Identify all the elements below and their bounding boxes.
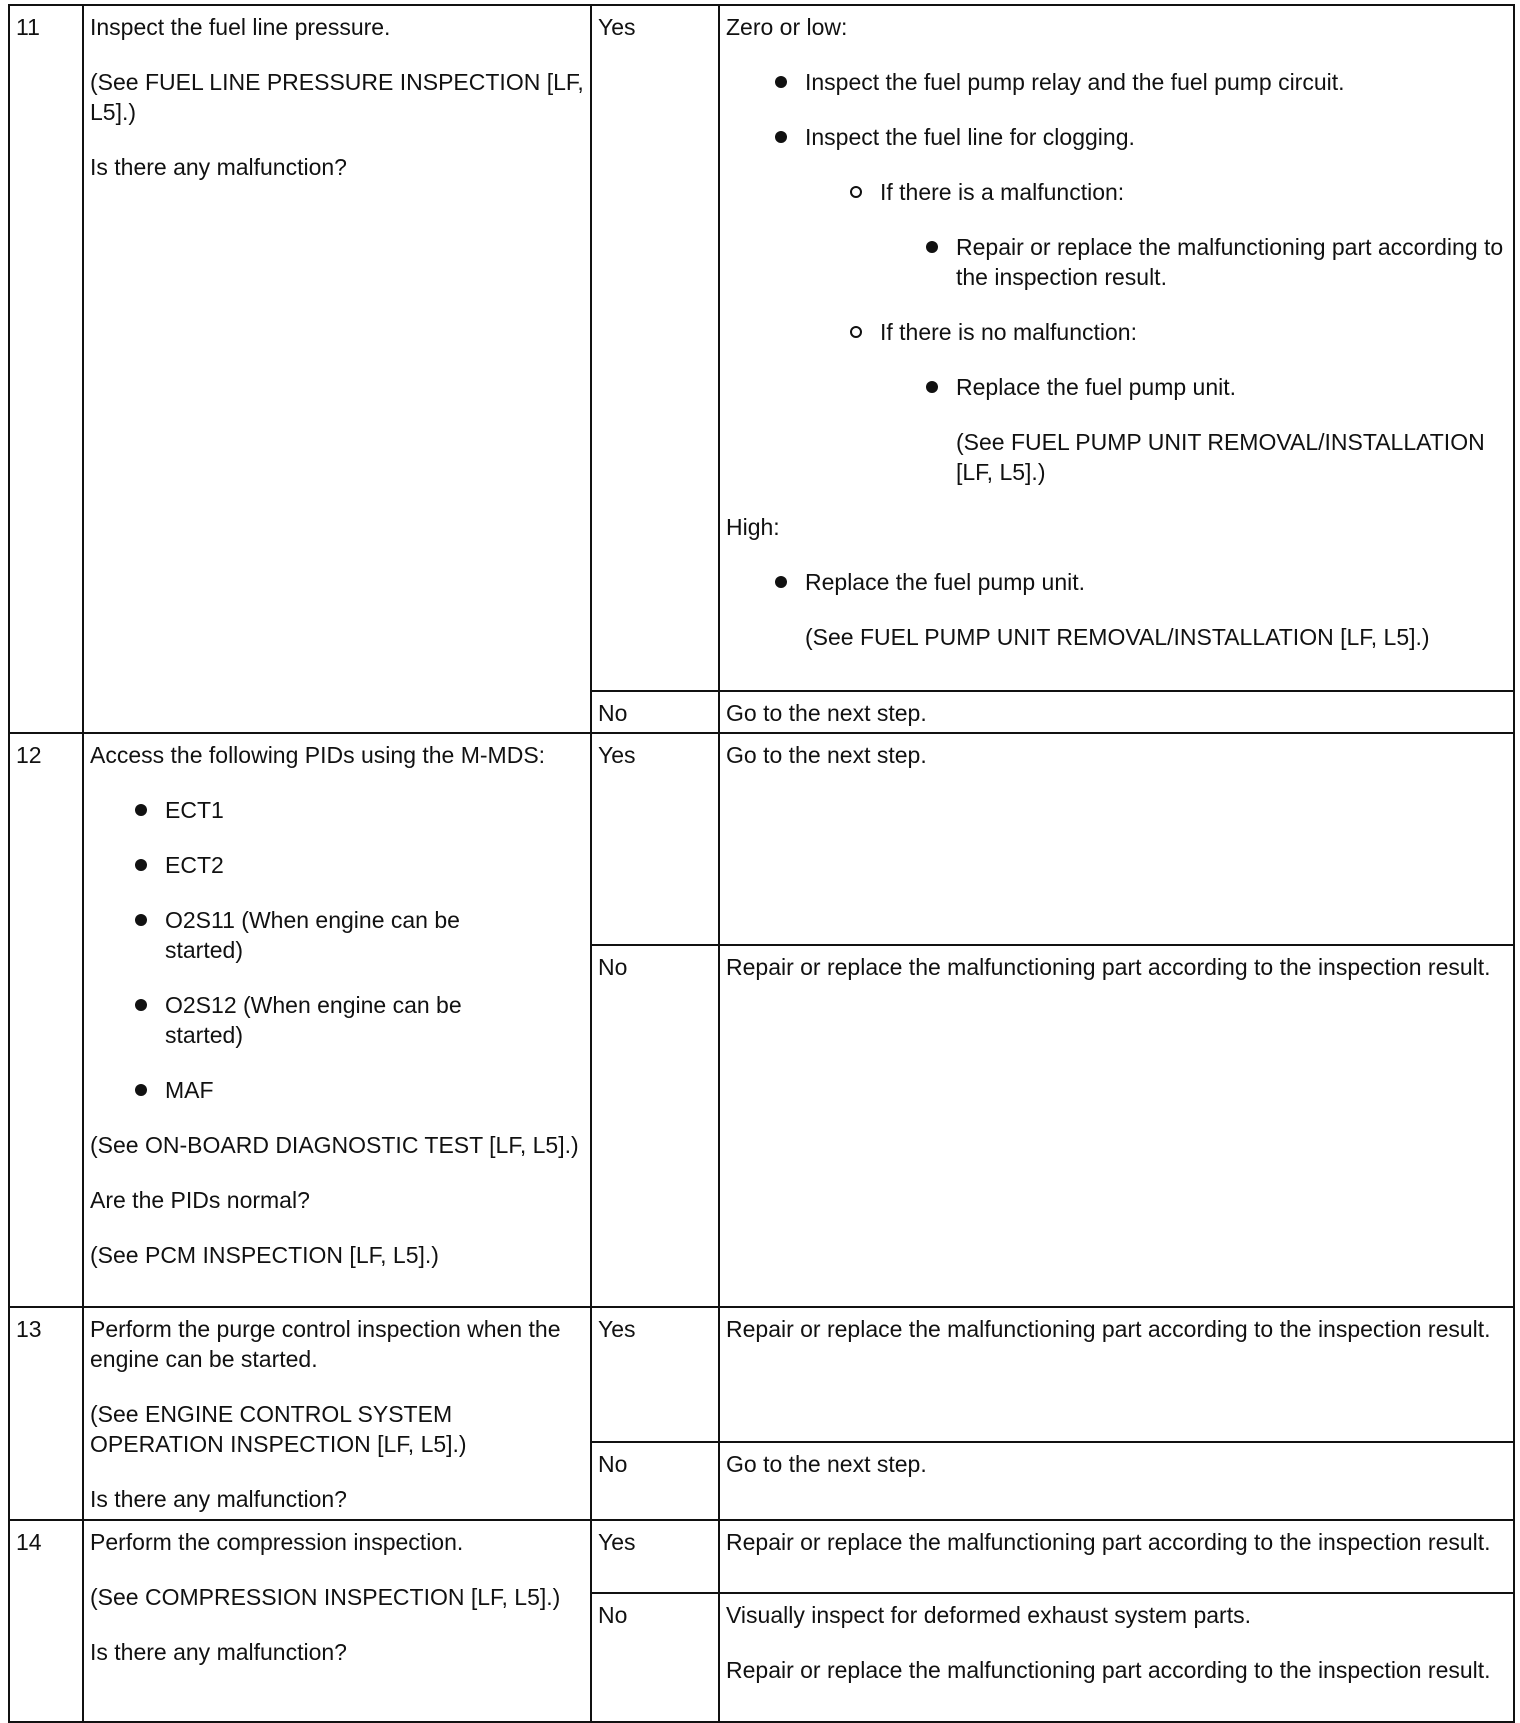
no-result-cell: Repair or replace the malfunctioning part according to the inspection result.: [719, 945, 1514, 1307]
list-item-text: Replace the fuel pump unit.: [805, 569, 1086, 595]
list-item: [805, 567, 1507, 652]
reference-link[interactable]: (See COMPRESSION INSPECTION [LF, L5].): [90, 1584, 561, 1610]
yes-result-cell: Go to the next step.: [719, 733, 1514, 945]
list-item: Repair or replace the malfunctioning part according to the inspection result.: [956, 232, 1507, 292]
no-label: No: [591, 945, 719, 1307]
diagnostic-procedure-table: [8, 4, 1515, 1723]
step-action-cell: [83, 1307, 591, 1520]
condition-text: If there is no malfunction:: [880, 319, 1137, 345]
list-item-text: Inspect the fuel line for clogging.: [805, 124, 1135, 150]
step-number-cell: 12: [9, 733, 83, 1307]
step-action-cell: [83, 1520, 591, 1722]
action-text: Perform the compression inspection.: [90, 1529, 464, 1555]
reference-link[interactable]: (See PCM INSPECTION [LF, L5].): [90, 1242, 439, 1268]
list-item: [956, 372, 1507, 487]
yes-label: Yes: [591, 733, 719, 945]
high-heading: High:: [726, 514, 780, 540]
yes-result-cell: Repair or replace the malfunctioning part according to the inspection result.: [719, 1307, 1514, 1442]
high-list: [726, 567, 1507, 652]
pid-item: ECT1: [165, 795, 584, 825]
nested-list: [880, 232, 1507, 292]
pid-item: O2S12 (When engine can be started): [165, 990, 584, 1050]
sub-condition-item: [880, 317, 1507, 487]
yes-result-cell: Repair or replace the malfunctioning part according to the inspection result.: [719, 1520, 1514, 1593]
yes-result-cell: [719, 5, 1514, 691]
reference-link[interactable]: (See FUEL PUMP UNIT REMOVAL/INSTALLATION [LF, L5].): [805, 624, 1430, 650]
question-text: Are the PIDs normal?: [90, 1187, 310, 1213]
step-12-yes-row: [9, 733, 1514, 945]
action-text: Access the following PIDs using the M-MDS:: [90, 742, 546, 768]
no-label: No: [591, 1442, 719, 1520]
result-text: Visually inspect for deformed exhaust system parts.: [726, 1602, 1251, 1628]
yes-label: Yes: [591, 1520, 719, 1593]
zero-low-list: [726, 67, 1507, 487]
yes-label: Yes: [591, 5, 719, 691]
question-text: Is there any malfunction?: [90, 1639, 347, 1665]
question-text: Is there any malfunction?: [90, 1486, 347, 1512]
step-13-yes-row: [9, 1307, 1514, 1442]
step-number-cell: 13: [9, 1307, 83, 1520]
action-text: Inspect the fuel line pressure.: [90, 14, 391, 40]
nested-list: [880, 372, 1507, 487]
action-text: Perform the purge control inspection when the engine can be started.: [90, 1316, 561, 1372]
step-11-yes-row: [9, 5, 1514, 691]
sub-condition-list: [805, 177, 1507, 487]
step-action-cell: [83, 733, 591, 1307]
pid-item: ECT2: [165, 850, 584, 880]
question-text: Is there any malfunction?: [90, 154, 347, 180]
step-number-cell: 14: [9, 1520, 83, 1722]
pid-item: O2S11 (When engine can be started): [165, 905, 584, 965]
no-result-cell: [719, 1593, 1514, 1722]
step-action-cell: [83, 5, 591, 733]
reference-link[interactable]: (See ON-BOARD DIAGNOSTIC TEST [LF, L5].): [90, 1132, 579, 1158]
zero-low-heading: Zero or low:: [726, 14, 848, 40]
step-14-yes-row: [9, 1520, 1514, 1593]
sub-condition-item: [880, 177, 1507, 292]
list-item-text: Replace the fuel pump unit.: [956, 374, 1237, 400]
no-label: No: [591, 691, 719, 733]
no-result-cell: Go to the next step.: [719, 691, 1514, 733]
reference-link[interactable]: (See FUEL LINE PRESSURE INSPECTION [LF, L5].): [90, 69, 584, 125]
condition-text: If there is a malfunction:: [880, 179, 1125, 205]
pid-list: [90, 795, 584, 1105]
reference-link[interactable]: (See ENGINE CONTROL SYSTEM OPERATION INSPECTION [LF, L5].): [90, 1401, 467, 1457]
no-result-cell: Go to the next step.: [719, 1442, 1514, 1520]
list-item: Inspect the fuel pump relay and the fuel pump circuit.: [805, 67, 1507, 97]
pid-item: MAF: [165, 1075, 584, 1105]
reference-link[interactable]: (See FUEL PUMP UNIT REMOVAL/INSTALLATION [LF, L5].): [956, 429, 1485, 485]
result-text: Repair or replace the malfunctioning part according to the inspection result.: [726, 1657, 1491, 1683]
no-label: No: [591, 1593, 719, 1722]
yes-label: Yes: [591, 1307, 719, 1442]
list-item: [805, 122, 1507, 487]
step-number-cell: 11: [9, 5, 83, 733]
